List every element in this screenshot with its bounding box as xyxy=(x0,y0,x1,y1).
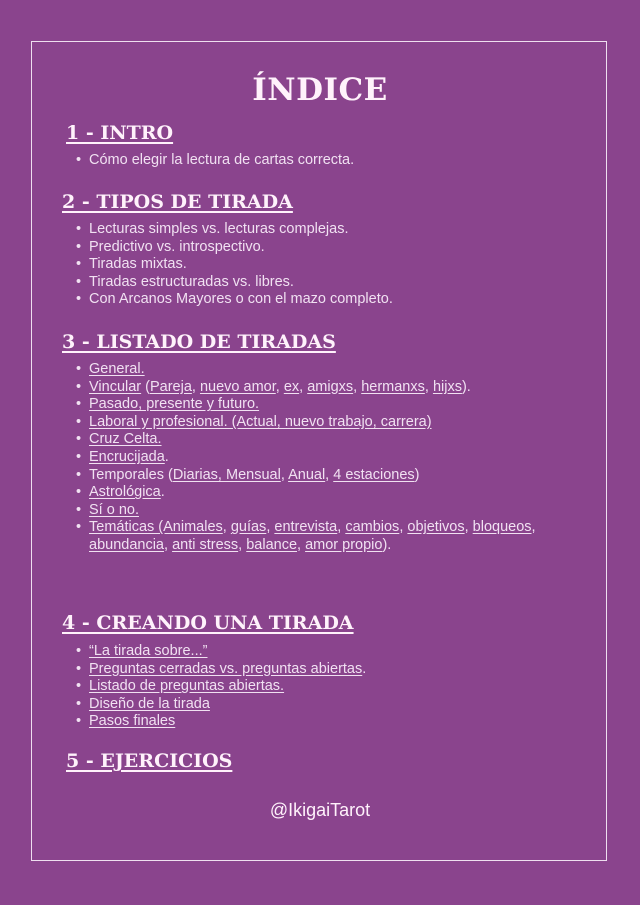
link-encrucijada[interactable]: Encrucijada xyxy=(89,448,165,465)
listado-list xyxy=(76,361,536,555)
link-diseno-tirada[interactable]: Diseño de la tirada xyxy=(89,695,210,712)
list-item: • Tiradas mixtas. xyxy=(76,256,536,274)
list-item: • Con Arcanos Mayores o con el mazo completo. xyxy=(76,291,536,309)
link-4-estaciones[interactable]: 4 estaciones xyxy=(333,466,415,483)
link-guias[interactable]: guías xyxy=(230,519,267,536)
link-entrevista[interactable]: entrevista xyxy=(274,519,338,536)
list-item xyxy=(76,361,536,379)
link-vincular[interactable]: Vincular xyxy=(89,378,142,395)
list-item: • Encrucijada. xyxy=(76,449,536,467)
page-title: ÍNDICE xyxy=(252,72,388,108)
link-si-o-no[interactable]: Sí o no. xyxy=(89,501,139,518)
list-item xyxy=(76,643,536,661)
temporales-label: Temporales xyxy=(89,466,164,483)
list-item xyxy=(76,678,536,696)
link-bloqueos[interactable]: bloqueos xyxy=(472,519,532,536)
list-item xyxy=(76,713,536,731)
link-amigxs[interactable]: amigxs xyxy=(307,378,354,395)
link-abundancia[interactable]: abundancia xyxy=(89,536,164,553)
list-item: • Predictivo vs. introspectivo. xyxy=(76,239,536,257)
link-listado-preguntas[interactable]: Listado de preguntas abiertas. xyxy=(89,678,285,695)
creando-list xyxy=(76,643,536,731)
list-item xyxy=(76,414,536,432)
link-astrologica[interactable]: Astrológica xyxy=(89,484,161,501)
section-heading-ejercicios: 5 - EJERCICIOS xyxy=(66,750,233,772)
section-heading-listado: 3 - LISTADO DE TIRADAS xyxy=(62,331,336,353)
list-item xyxy=(76,396,536,414)
link-pasos-finales[interactable]: Pasos finales xyxy=(89,713,176,730)
list-item: • Temáticas (Animales, guías, entrevista, cambios, objetivos, bloqueos, abundancia, anti stress, balance, amor propio). xyxy=(76,519,536,554)
link-balance[interactable]: balance xyxy=(246,536,298,553)
link-pareja[interactable]: Pareja xyxy=(149,378,192,395)
link-diarias-mensual[interactable]: Diarias, Mensual xyxy=(172,466,281,483)
list-item: • Cómo elegir la lectura de cartas correcta. xyxy=(76,152,536,170)
link-tematicas[interactable]: Temáticas (Animales xyxy=(89,519,223,536)
section-heading-creando: 4 - CREANDO UNA TIRADA xyxy=(62,612,354,634)
link-cruz-celta[interactable]: Cruz Celta. xyxy=(89,431,162,448)
link-anual[interactable]: Anual xyxy=(288,466,326,483)
list-item: • Astrológica. xyxy=(76,484,536,502)
section-heading-intro: 1 - INTRO xyxy=(66,122,174,144)
footer-handle: @IkigaiTarot xyxy=(269,800,371,820)
intro-list xyxy=(76,152,536,170)
list-item: • Lecturas simples vs. lecturas complejas. xyxy=(76,221,536,239)
link-general[interactable]: General. xyxy=(89,361,145,377)
link-preguntas-cerradas[interactable]: Preguntas cerradas vs. preguntas abiertas xyxy=(89,660,363,677)
link-ex[interactable]: ex xyxy=(283,378,300,395)
list-item: • Temporales (Diarias, Mensual, Anual, 4 estaciones) xyxy=(76,467,536,485)
link-objetivos[interactable]: objetivos xyxy=(407,519,465,536)
link-laboral[interactable]: Laboral y profesional. (Actual, nuevo trabajo, carrera) xyxy=(89,413,432,430)
link-hermanxs[interactable]: hermanxs xyxy=(361,378,425,395)
link-cambios[interactable]: cambios xyxy=(345,519,400,536)
link-nuevo-amor[interactable]: nuevo amor xyxy=(199,378,276,395)
list-item: • Vincular (Pareja, nuevo amor, ex, amigxs, hermanxs, hijxs). xyxy=(76,379,536,397)
section-heading-tipos: 2 - TIPOS DE TIRADA xyxy=(62,191,293,213)
list-item xyxy=(76,502,536,520)
link-pasado-presente-futuro[interactable]: Pasado, presente y futuro. xyxy=(89,396,260,413)
link-hijxs[interactable]: hijxs xyxy=(432,378,462,395)
link-la-tirada-sobre[interactable]: “La tirada sobre...” xyxy=(89,643,208,659)
tipos-list xyxy=(76,221,536,309)
list-item: • Preguntas cerradas vs. preguntas abiertas. xyxy=(76,661,536,679)
link-anti-stress[interactable]: anti stress xyxy=(172,536,239,553)
link-amor-propio[interactable]: amor propio xyxy=(305,536,383,553)
list-item xyxy=(76,696,536,714)
list-item xyxy=(76,431,536,449)
list-item: • Tiradas estructuradas vs. libres. xyxy=(76,274,536,292)
